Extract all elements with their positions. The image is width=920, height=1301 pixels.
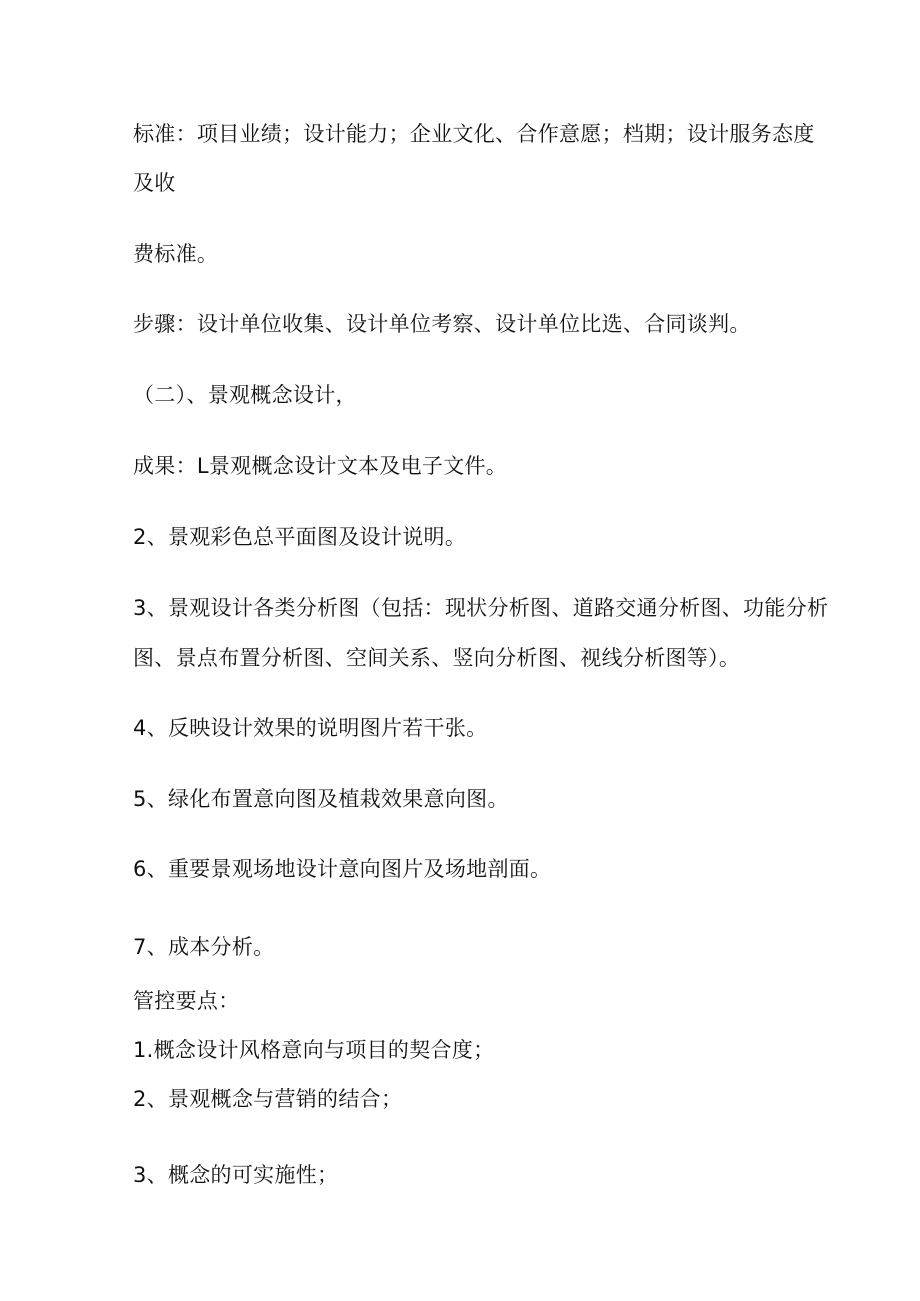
deliverable-item-4: 4、反映设计效果的说明图片若干张。 — [133, 716, 488, 740]
deliverable-item-1: 成果：L景观概念设计文本及电子文件。 — [133, 454, 508, 478]
steps-line: 步骤：设计单位收集、设计单位考察、设计单位比选、合同谈判。 — [133, 312, 751, 336]
deliverable-item-3-continued: 图、景点布置分析图、空间关系、竖向分析图、视线分析图等）。 — [133, 646, 741, 670]
standard-line: 标准：项目业绩；设计能力；企业文化、合作意愿；档期；设计服务态度 — [133, 122, 815, 146]
standard-line-continued: 及收 — [133, 171, 176, 195]
control-points-heading: 管控要点： — [133, 989, 240, 1013]
deliverable-item-3: 3、景观设计各类分析图（包括：现状分析图、道路交通分析图、功能分析 — [133, 596, 829, 620]
deliverable-item-2: 2、景观彩色总平面图及设计说明。 — [133, 525, 467, 549]
control-point-3: 3、概念的可实施性； — [133, 1163, 339, 1187]
control-point-2: 2、景观概念与营销的结合； — [133, 1087, 403, 1111]
control-point-1: 1.概念设计风格意向与项目的契合度； — [133, 1038, 495, 1062]
deliverable-item-7: 7、成本分析。 — [133, 935, 275, 959]
section-heading: （二）、景观概念设计， — [133, 383, 357, 407]
fee-standard-line: 费标准。 — [133, 242, 219, 266]
deliverable-item-6: 6、重要景观场地设计意向图片及场地剖面。 — [133, 857, 552, 881]
deliverable-item-5: 5、绿化布置意向图及植栽效果意向图。 — [133, 787, 509, 811]
